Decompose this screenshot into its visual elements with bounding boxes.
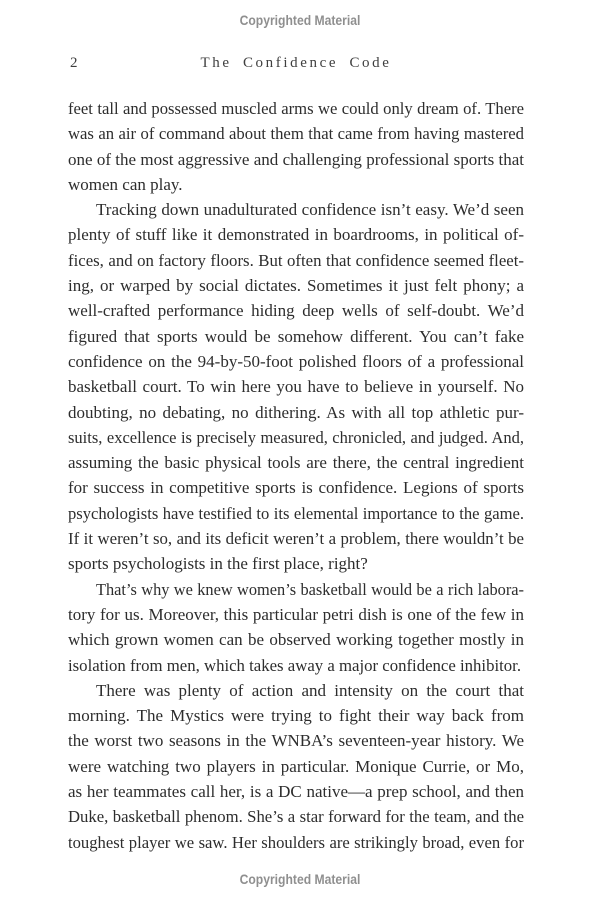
body-line: for success in competitive sports is confidence. Legions of sports — [68, 478, 524, 498]
copyright-notice-top: Copyrighted Material — [239, 13, 361, 28]
body-line: was an air of command about them that came from having mastered — [68, 124, 524, 144]
running-head: The Confidence Code — [200, 55, 392, 71]
page-number: 2 — [70, 55, 78, 71]
body-line: There was plenty of action and intensity on the court that — [96, 680, 524, 700]
body-line: confidence on the 94-by-50-foot polished floors of a professional — [68, 351, 524, 371]
body-line: Duke, basketball phenom. She’s a star forward for the team, and the — [68, 807, 524, 827]
body-line: fices, and on factory floors. But often that confidence seemed fleet- — [68, 250, 524, 270]
body-line: feet tall and possessed muscled arms we could only dream of. There — [68, 99, 524, 118]
body-line: ing, or warped by social dictates. Sometimes it just felt phony; a — [68, 276, 524, 296]
body-line: which grown women can be observed working together mostly in — [68, 630, 524, 650]
body-line: assuming the basic physical tools are there, the central ingredient — [68, 453, 524, 473]
body-line: doubting, no debating, no dithering. As with all top athletic pur- — [68, 402, 524, 422]
body-line: If it weren’t so, and its deficit weren’t a problem, there wouldn’t be — [68, 529, 524, 549]
body-line: toughest player we saw. Her shoulders are strikingly broad, even for — [68, 832, 524, 852]
body-line: plenty of stuff like it demonstrated in boardrooms, in political of- — [68, 225, 524, 245]
body-line: tory for us. Moreover, this particular petri dish is one of the few in — [68, 604, 524, 624]
body-line: That’s why we knew women’s basketball would be a rich labora- — [96, 579, 524, 599]
body-line: isolation from men, which takes away a major confidence inhibitor. — [68, 655, 522, 675]
body-line: sports psychologists in the first place, right? — [68, 554, 368, 574]
page-header — [68, 55, 524, 75]
copyright-notice-bottom: Copyrighted Material — [239, 872, 361, 887]
paragraph — [68, 577, 524, 678]
body-line: morning. The Mystics were trying to fight their way back from — [68, 706, 524, 726]
paragraph — [68, 678, 524, 855]
text-block — [68, 96, 524, 855]
body-line: women can play. — [68, 174, 183, 194]
body-line: figured that sports would be somehow different. You can’t fake — [68, 326, 524, 346]
body-line: psychologists have testified to its elemental importance to the game. — [68, 503, 524, 523]
body-line: well-crafted performance hiding deep wells of self-doubt. We’d — [68, 301, 524, 321]
body-line: Tracking down unadulturated confidence isn’t easy. We’d seen — [96, 200, 524, 220]
body-line: one of the most aggressive and challenging professional sports that — [68, 149, 524, 169]
body-line: as her teammates call her, is a DC native—a prep school, and then — [68, 782, 524, 802]
paragraph — [68, 197, 524, 576]
body-line: suits, excellence is precisely measured, chronicled, and judged. And, — [68, 427, 524, 447]
body-line: basketball court. To win here you have to believe in yourself. No — [68, 377, 524, 397]
paragraph — [68, 96, 524, 197]
body-line: the worst two seasons in the WNBA’s seventeen-year history. We — [68, 731, 524, 751]
body-line: were watching two players in particular. Monique Currie, or Mo, — [68, 756, 524, 776]
